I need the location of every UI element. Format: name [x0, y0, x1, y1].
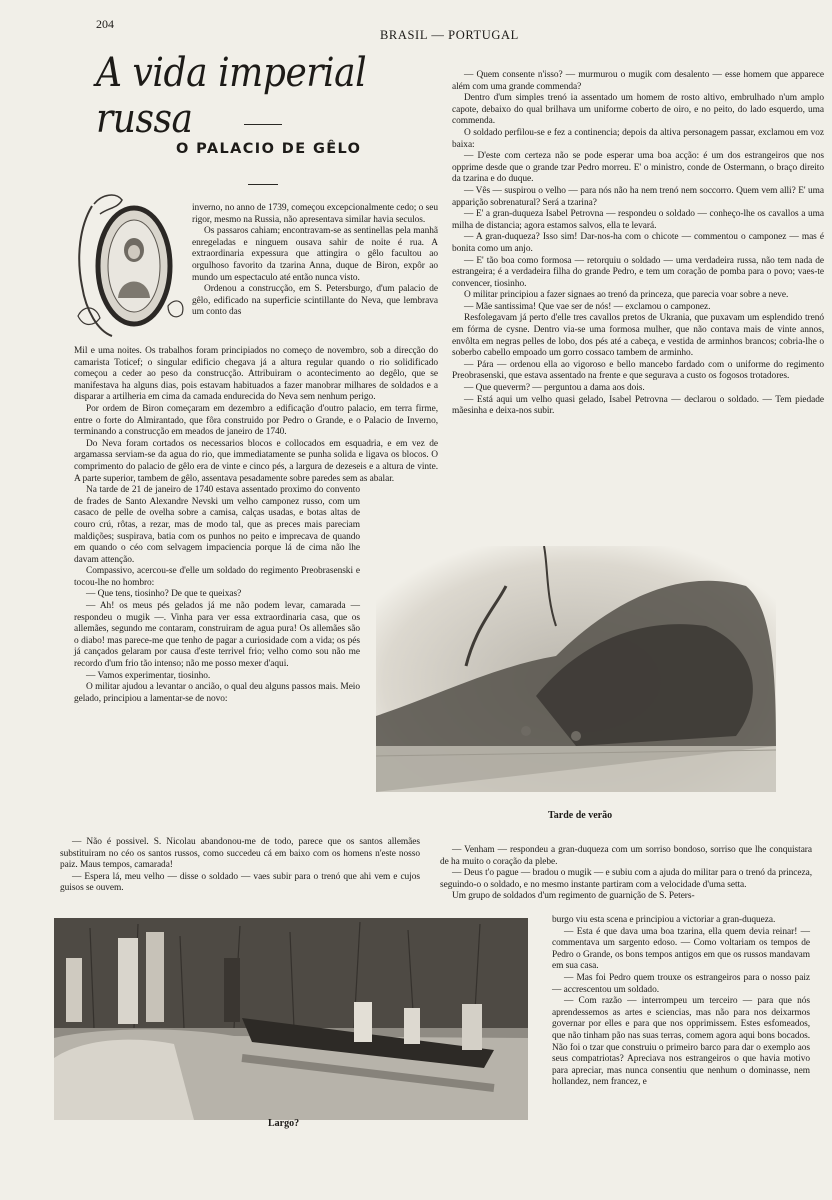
paragraph: burgo viu esta scena e principiou a victoriar a gran-duqueza.: [552, 915, 776, 925]
paragraph: — Deus t'o pague — bradou o mugik — e subiu com a ajuda do militar para o trenó da princeza, seguindo-o o soldado, e no mesmo instante partiram com a velocidade d'uma setta.: [440, 868, 812, 890]
column1-bottom-text: [60, 837, 420, 895]
paragraph: — Mas foi Pedro quem trouxe os estrangeiros para o nosso paiz — accrescentou um soldado.: [552, 972, 810, 995]
column2-top-text: [452, 70, 824, 418]
paragraph: — E' tão boa como formosa — retorquiu o soldado — uma verdadeira russa, não tem nada de estrangeira; é a verdadeira filha do grande Pedro, e tem um coração de pomba para o povo; vaes-te convencer, tiosinho.: [452, 255, 824, 289]
boat-on-pond-photo: [54, 918, 528, 1120]
title-divider: [244, 124, 282, 125]
paragraph: — Esta é que dava uma boa tzarina, ella quem devia reinar! — commentava um sargento edoso. — Como voltariam os tempos de Pedro o Grande, os bons tempos antigos em que os russos mandavam em sua casa.: [552, 926, 810, 972]
paragraph: Um grupo de soldados d'um regimento de guarnição de S. Peters-: [452, 891, 695, 902]
paragraph: Resfolegavam já perto d'elle tres cavallos pretos de Ukrania, que puxavam um esplendido trenó em fórma de cysne. Dentro via-se uma formosa mulher, que não contava mais de vinte annos, envôlta em negras pelles de lobo, dos pés até a cabeça, e vestida de arminhos brancos; cobria-lhe o soberbo cabello empoado um gorro cossaco tambem de arminho.: [452, 313, 824, 359]
boat-scene-illustration-icon: [54, 918, 528, 1120]
subtitle-divider: [248, 184, 278, 185]
paragraph: Do Neva foram cortados os necessarios blocos e collocados em esquadria, e em vez de argamassa serviam-se da agua do rio, que immediatamente se punha solida e ligava os blocos. O comprimento do palacio de gêlo era de vinte e cinco pés, a largura de dezeseis e a altura de vinte. A parte superior, tambem de gêlo, assentava pesadamente sobre paredes sem as abalar.: [74, 438, 438, 484]
paragraph: Ordenou a construcção, em S. Petersburgo, d'um palacio de gêlo, edificado na superficie scintillante do Neva, que lembrava um conto das: [192, 284, 438, 318]
paragraph: — Vamos experimentar, tiosinho.: [86, 670, 211, 681]
paragraph: O soldado perfilou-se e fez a continencia; depois da altiva personagem passar, exclamou em voz baixa:: [452, 127, 824, 150]
column2-bottom-text: [552, 915, 810, 1089]
landscape-illustration-icon: [376, 546, 776, 792]
paragraph: — A gran-duqueza? Isso sim! Dar-nos-ha com o chicote — commentou o camponez — mas é bonita como um anjo.: [452, 232, 824, 254]
running-header: BRASIL — PORTUGAL: [380, 28, 519, 42]
paragraph: — Pára — ordenou ella ao vigoroso e bello mancebo fardado com o uniforme do regimento Preobrasenski, que estava assentado na frente e que segurava a custo os fogosos trotadores.: [452, 359, 824, 382]
paragraph: inverno, no anno de 1739, começou excepcionalmente cedo; o seu rigor, mesmo na Russia, não apresentava similar havia seculos.: [192, 203, 438, 225]
paragraph: Mil e uma noites. Os trabalhos foram principiados no começo de novembro, sob a direcção do camarista Toticef; o singular edificio chegava já a altura regular quando o rio solidificado começou a ceder ao peso da construcção. Attribuiram o acontecimento ao degêlo, que se manifestava ha alguns dias, pois estavam habituados a fazer manobrar milhares de soldados e a disparar a artilheria em cima da camada endurecida do Neva sem nenhum perigo.: [74, 346, 438, 403]
largo-photo-caption: Largo?: [268, 1118, 300, 1129]
paragraph: Compassivo, acercou-se d'elle um soldado do regimento Preobrasenski e tocou-lhe no hombro:: [74, 566, 360, 588]
paragraph: — Está aqui um velho quasi gelado, Isabel Petrovna — declarou o soldado. — Tem piedade mãesinha e deixa-nos subir.: [452, 394, 824, 417]
initial-portrait-ornament: [72, 186, 190, 342]
paragraph: — E' a gran-duqueza Isabel Petrovna — respondeu o soldado — conheço-lhe os cavallos a uma milha de distancia; agora estamos salvos, ella te levará.: [452, 209, 824, 231]
paragraph: O militar principiou a fazer signaes ao trenó da princeza, que parecia voar sobre a neve.: [464, 290, 789, 301]
paragraph: — Que queverm? — perguntou a dama aos dois.: [464, 383, 645, 394]
paragraph: — Mãe santissima! Que vae ser de nós! — exclamou o camponez.: [464, 301, 711, 312]
paragraph: Na tarde de 21 de janeiro de 1740 estava assentado proximo do convento de frades de Santo Alexandre Nevski um velho camponez russo, com um casaco de pelle de ovelha sobre a camisa, calças usadas, e botas altas de couro crú, rôtas, a rezar, mas de modo tal, que as preces mais pareciam maldições; suspirava, batia com os punhos no peito e imprecava de quando em quando o céo com selvagem impaciencia porque lá de cima não lhe davam attenção.: [74, 485, 360, 565]
summer-photo-caption: Tarde de verão: [548, 810, 613, 821]
paragraph: — Ah! os meus pés gelados já me não podem levar, camarada — respondeu o mugik —. Vinha para ver essa extraordinaria casa, que os allemães, segundo me contaram, construiram de agua pura! Os allemães são o diabo! mas parece-me que tenho de pagar a curiosidade com a vida; os pés já cançados gelaram por causa d'este terrivel frio; velho como sou não me recordo d'um frio tão intenso; não me posso mexer d'aqui.: [74, 601, 360, 670]
paragraph: Por ordem de Biron começaram em dezembro a edificação d'outro palacio, em terra firme, entre o forte do Almirantado, que fôra construido por Pedro o Grande, e o Palacio de Inverno, terminando a construcção em meados de janeiro de 1740.: [74, 403, 438, 438]
paragraph: — Vês — suspirou o velho — para nós não ha nem trenó nem soccorro. Quem vem alli? E' uma apparição sobrenatural? Será a tzarina?: [452, 185, 824, 208]
column2-middle-text: [440, 845, 812, 903]
paragraph: — Com razão — interrompeu um terceiro — para que nós aprendessemos as artes e sciencias, mas não para nos deixarmos governar por elles e para que nos opprimissem. Estes esfomeados, que não tinham pão nas suas terras, comem agora aqui bons bocados. Não foi o tzar que construiu o primeiro barco para dar o exemplo aos seus compatriotas? Apreciava nos estrangeiros o que havia motivo para apreciar, mas nunca consentiu que nenhum o dominasse, nem hollandez, nem francez, e: [552, 996, 810, 1088]
paragraph: Os passaros cahiam; encontravam-se as sentinellas pela manhã enregeladas e ninguem ousava sahir de noite é rua. A extraordinaria expessura que attingira o gêlo facultou ao orgulhoso favorito da tzarina Anna, duque de Biron, expôr ao mundo um espectaculo até então nunca visto.: [192, 226, 438, 283]
summer-afternoon-photo: [376, 546, 776, 792]
article-title: A vida imperial russa: [96, 50, 367, 142]
paragraph: — Que tens, tiosinho? De que te queixas?: [86, 589, 242, 600]
paragraph: — Espera lá, meu velho — disse o soldado — vaes subir para o trenó que ahi vem e cujos guisos se ouvem.: [60, 871, 420, 894]
article-subtitle: O PALACIO DE GÊLO: [176, 141, 362, 157]
paragraph: O militar ajudou a levantar o ancião, o qual deu alguns passos mais. Meio gelado, principiou a lamentar-se de novo:: [74, 682, 360, 704]
paragraph: — D'este com certeza não se pode esperar uma boa acção: é um dos estrangeiros que nos opprime desde que o grande tzar Pedro morreu. E' o ministro, conde de Ostermann, o braço direito da tzarina e do duque.: [452, 151, 824, 185]
portrait-initial-o-icon: [72, 186, 190, 342]
paragraph: Dentro d'um simples trenó ia assentado um homem de rosto altivo, embrulhado n'um amplo capote, debaixo do qual brilhava um uniforme coberto de oiro, e no peito, do lado esquerdo, uma commenda.: [452, 93, 824, 127]
page-number: 204: [96, 17, 114, 31]
paragraph: — Venham — respondeu a gran-duqueza com um sorriso bondoso, sorriso que lhe conquistara de ha muito o coração da plebe.: [440, 845, 812, 867]
paragraph: — Quem consente n'isso? — murmurou o mugik com desalento — esse homem que apparece além com uma grande commenda?: [452, 70, 824, 92]
column1-top-text: [192, 203, 438, 319]
paragraph: — Não é possivel. S. Nicolau abandonou-me de todo, parece que os santos allemães substituiram no céo os santos russos, como succedeu cá em baixo com os homens n'este nosso paiz. Maus tempos, camarada!: [60, 837, 420, 871]
